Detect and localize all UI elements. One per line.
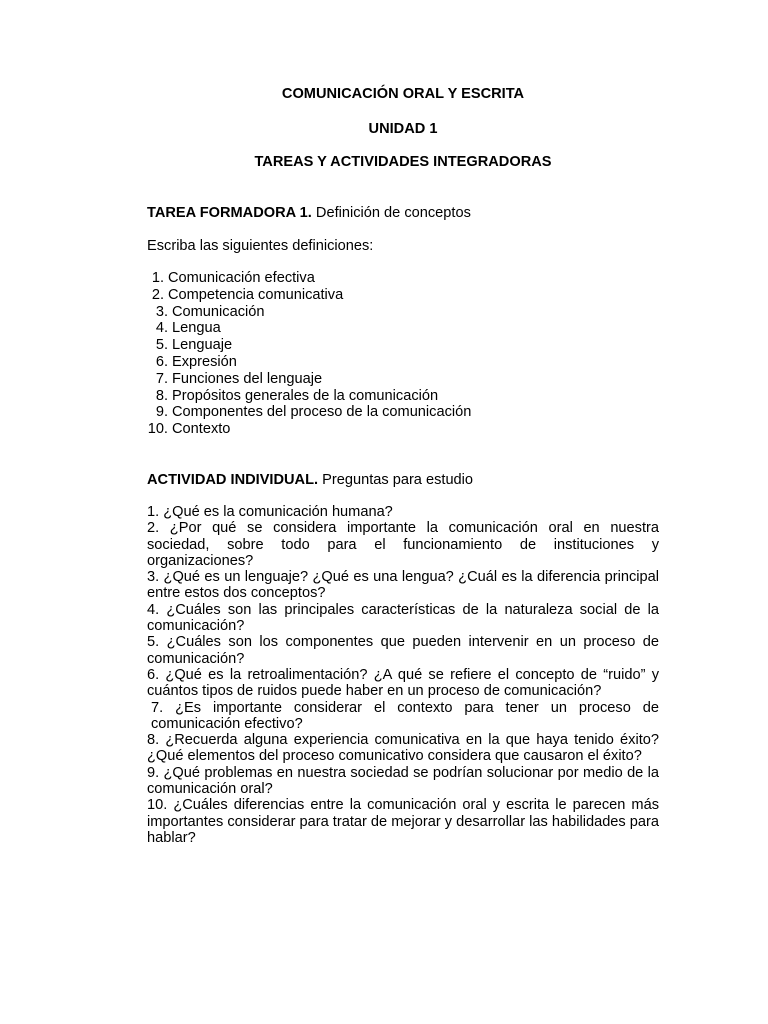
item-text: Lenguaje	[172, 337, 233, 354]
list-item	[147, 388, 471, 405]
item-text: Lengua	[172, 320, 221, 337]
item-number: 7.	[155, 370, 168, 387]
item-number: 6.	[155, 353, 168, 370]
section-subtitle: TAREAS Y ACTIVIDADES INTEGRADORAS	[254, 154, 552, 170]
list-item	[147, 320, 471, 337]
item-number: 2.	[151, 286, 164, 303]
list-item: 5. ¿Cuáles son los componentes que pueden intervenir en un proceso de comunicación?	[147, 634, 659, 667]
tarea-heading	[147, 204, 659, 222]
item-number: 10.	[147, 421, 168, 438]
list-item	[147, 304, 471, 321]
list-item: 7. ¿Es importante considerar el contexto para tener un proceso de comunicación efectivo?	[151, 699, 659, 732]
concept-list	[147, 270, 471, 438]
actividad-text: Preguntas para estudio	[318, 472, 474, 488]
list-item: 1. ¿Qué es la comunicación humana?	[147, 504, 393, 520]
tarea-label: TAREA FORMADORA 1.	[147, 205, 312, 221]
list-item	[147, 287, 471, 304]
item-number: 4.	[155, 320, 168, 337]
list-item: 2. ¿Por qué se considera importante la comunicación oral en nuestra sociedad, sobre todo para el funcionamiento de instituciones y organizaciones?	[147, 520, 659, 569]
unit-heading: UNIDAD 1	[368, 121, 438, 137]
item-text: Expresión	[172, 353, 237, 370]
item-number: 5.	[155, 337, 168, 354]
item-number: 3.	[155, 303, 168, 320]
list-item	[147, 421, 471, 438]
tarea-text: Definición de conceptos	[311, 205, 471, 221]
list-item	[147, 354, 471, 371]
item-text: Competencia comunicativa	[168, 286, 344, 303]
item-text: Comunicación	[172, 303, 265, 320]
list-item: 8. ¿Recuerda alguna experiencia comunicativa en la que haya tenido éxito? ¿Qué elementos del proceso comunicativo considera que causaron el éxito?	[147, 732, 659, 765]
list-item: 6. ¿Qué es la retroalimentación? ¿A qué se refiere el concepto de “ruido” y cuántos tipos de ruidos puede haber en un proceso de comunicación?	[147, 666, 659, 700]
item-number: 1.	[151, 270, 164, 286]
actividad-label: ACTIVIDAD INDIVIDUAL.	[147, 472, 319, 488]
item-text: Propósitos generales de la comunicación	[172, 387, 439, 404]
item-text: Comunicación efectiva	[168, 270, 315, 286]
item-text: Componentes del proceso de la comunicación	[172, 404, 472, 421]
list-item	[147, 270, 471, 287]
tarea-instruction: Escriba las siguientes definiciones:	[147, 238, 374, 254]
list-item: 3. ¿Qué es un lenguaje? ¿Qué es una lengua? ¿Cuál es la diferencia principal entre estos dos conceptos?	[147, 569, 659, 602]
item-text: Contexto	[172, 421, 231, 438]
document-title: COMUNICACIÓN ORAL Y ESCRITA	[281, 86, 525, 102]
list-item	[147, 371, 471, 388]
item-number: 9.	[155, 404, 168, 421]
list-item: 9. ¿Qué problemas en nuestra sociedad se podrían solucionar por medio de la comunicación oral?	[147, 764, 659, 798]
question-list	[147, 504, 659, 846]
actividad-heading	[147, 471, 659, 489]
list-item	[147, 404, 471, 421]
item-number: 8.	[155, 387, 168, 404]
list-item	[147, 337, 471, 354]
item-text: Funciones del lenguaje	[172, 370, 323, 387]
list-item: 4. ¿Cuáles son las principales características de la naturaleza social de la comunicación?	[147, 601, 659, 635]
list-item: 10. ¿Cuáles diferencias entre la comunicación oral y escrita le parecen más importantes considerar para tratar de mejorar y desarrollar las habilidades para hablar?	[147, 797, 659, 846]
